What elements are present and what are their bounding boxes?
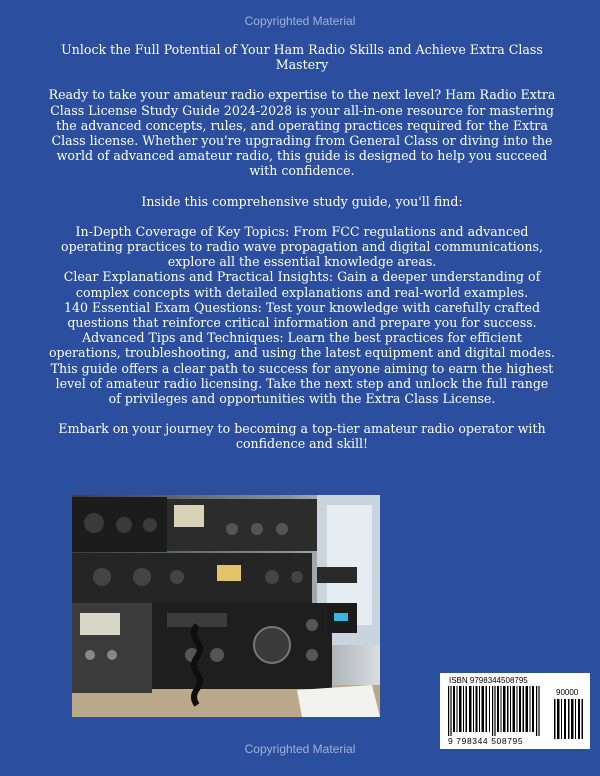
watermark-top: Copyrighted Material: [244, 14, 356, 28]
price-code: 90000: [556, 688, 579, 697]
inside-line: Inside this comprehensive study guide, you'll find:: [141, 193, 463, 209]
embark-paragraph: Embark on your journey to becoming a top-tier amateur radio operator with confidence and skill!: [58, 421, 546, 452]
back-cover-text: [48, 42, 556, 467]
intro-paragraph: Ready to take your amateur radio expertise to the next level? Ham Radio Extra Class License Study Guide 2024-2028 is your all-in-one resource for mastering the advanced concepts, rules, and operating practices required for the Extra Class license. Whether you're upgrading from General Class or diving into the world of advanced amateur radio, this guide is designed to help you succeed with confidence.: [48, 87, 556, 179]
feature-item: Clear Explanations and Practical Insights: Gain a deeper understanding of complex concepts with detailed explanations and real-world examples.: [63, 269, 541, 300]
isbn-digits: 9 798344 508795: [448, 736, 524, 746]
radio-station-illustration: [72, 495, 380, 717]
radio-equipment-photo: [72, 495, 380, 717]
feature-item: 140 Essential Exam Questions: Test your knowledge with carefully crafted questions that reinforce critical information and prepare you for success.: [63, 299, 541, 331]
isbn-barcode: [440, 673, 590, 749]
feature-item: In-Depth Coverage of Key Topics: From FCC regulations and advanced operating practices to radio wave propagation and digital communications, explore all the essential knowledge areas.: [61, 223, 543, 270]
closing-paragraph: This guide offers a clear path to success for anyone aiming to earn the highest level of amateur radio licensing. Take the next step and unlock the full range of privileges and opportunities with the Extra Class License.: [50, 360, 554, 407]
heading: Unlock the Full Potential of Your Ham Radio Skills and Achieve Extra Class Mastery: [61, 42, 543, 73]
barcode-bars: [448, 686, 548, 736]
price-barcode-bars: [554, 699, 584, 739]
isbn-label: ISBN 9798344508795: [449, 676, 528, 685]
watermark-bottom: Copyrighted Material: [244, 742, 356, 756]
feature-item: Advanced Tips and Techniques: Learn the best practices for efficient operations, troubleshooting, and using the latest equipment and digital modes.: [48, 330, 556, 361]
